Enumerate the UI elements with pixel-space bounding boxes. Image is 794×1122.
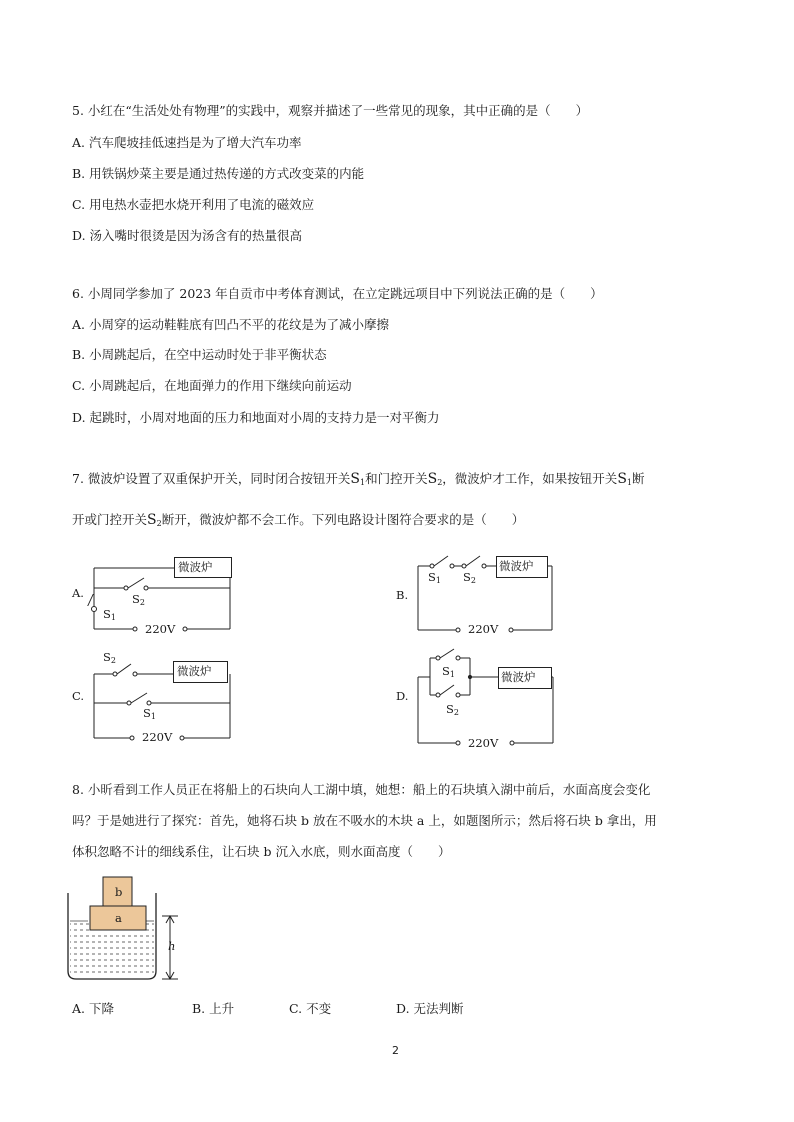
circuit-a-voltage: 220V (145, 622, 176, 636)
circuit-b-voltage: 220V (468, 622, 499, 636)
page-number: 2 (392, 1044, 399, 1057)
circuit-a-s2-label: $S_2$ (132, 592, 145, 607)
q6-option-d: D. 起跳时，小周对地面的压力和地面对小周的支持力是一对平衡力 (72, 410, 440, 425)
circuit-d-oven-label: 微波炉 (501, 670, 536, 684)
circuit-a-s1-dot (91, 606, 97, 612)
circuit-a-oven-label: 微波炉 (178, 560, 213, 574)
q7-text-1b: 和门控开关 (365, 471, 428, 486)
circuit-c-s2-label: $S_2$ (103, 650, 116, 665)
circuit-c-voltage: 220V (142, 730, 173, 744)
q8-height-label: h (168, 939, 176, 953)
q7-stem-line2 (72, 512, 524, 532)
q7-stem-line1 (72, 471, 645, 491)
circuit-d-voltage: 220V (468, 736, 499, 750)
circuit-d-s2-label: $S_2$ (446, 702, 459, 717)
q6-option-c: C. 小周跳起后，在地面弹力的作用下继续向前运动 (72, 378, 352, 393)
circuit-a-letter: A. (72, 586, 84, 600)
q5-option-a: A. 汽车爬坡挂低速挡是为了增大汽车功率 (72, 135, 302, 150)
circuit-d-letter: D. (396, 689, 409, 703)
q7-text-2a: 开或门控开关 (72, 512, 148, 527)
q6-option-a: A. 小周穿的运动鞋鞋底有凹凸不平的花纹是为了减小摩擦 (72, 317, 389, 332)
q6-option-b: B. 小周跳起后，在空中运动时处于非平衡状态 (72, 347, 327, 362)
q8-stem-line2: 吗？于是她进行了探究：首先，她将石块 b 放在不吸水的木块 a 上，如题图所示；然后将石块 b 拿出，用 (72, 813, 657, 828)
circuit-d-diagram (410, 645, 555, 749)
q8-beaker-figure (62, 873, 187, 988)
q8-stem-line1: 8. 小昕看到工作人员正在将船上的石块向人工湖中填，她想：船上的石块填入湖中前后，水面高度会变化 (72, 782, 651, 797)
q7-text-1c: ，微波炉才工作，如果按钮开关 (442, 471, 618, 486)
circuit-a-s1-label: $S_1$ (103, 607, 116, 622)
q7-text-1a: 7. 微波炉设置了双重保护开关，同时闭合按钮开关 (72, 471, 351, 486)
circuit-b-oven-label: 微波炉 (499, 559, 534, 573)
q8-option-c: C. 不变 (289, 1001, 332, 1016)
q8-block-a-label: a (115, 911, 122, 925)
s2-symbol: $S_2$ (427, 471, 443, 487)
q7-text-2b: 断开，微波炉都不会工作。下列电路设计图符合要求的是（ ） (161, 512, 525, 527)
q5-option-c: C. 用电热水壶把水烧开利用了电流的磁效应 (72, 197, 315, 212)
s1-symbol: $S_1$ (350, 471, 366, 487)
s2-symbol: $S_2$ (147, 512, 162, 528)
s1-symbol: $S_1$ (617, 471, 632, 487)
q5-option-b: B. 用铁锅炒菜主要是通过热传递的方式改变菜的内能 (72, 166, 365, 181)
circuit-b-letter: B. (396, 588, 409, 602)
circuit-c-oven-label: 微波炉 (177, 664, 212, 678)
q5-stem: 5. 小红在“生活处处有物理”的实践中，观察并描述了一些常见的现象，其中正确的是（ ） (72, 103, 589, 118)
q8-option-b: B. 上升 (192, 1001, 235, 1016)
q8-block-b-label: b (115, 885, 123, 899)
circuit-c-letter: C. (72, 689, 85, 703)
q6-stem: 6. 小周同学参加了 2023 年自贡市中考体育测试，在立定跳远项目中下列说法正确的是（ ） (72, 286, 603, 301)
q5-option-d: D. 汤入嘴时很烫是因为汤含有的热量很高 (72, 228, 303, 243)
q8-option-d: D. 无法判断 (396, 1001, 464, 1016)
circuit-c-s1-label: $S_1$ (143, 706, 156, 721)
q7-text-1d: 断 (632, 471, 645, 486)
circuit-d-s1-label: $S_1$ (442, 664, 455, 679)
circuit-b-s2-label: $S_2$ (463, 570, 476, 585)
q8-stem-line3: 体积忽略不计的细线系住，让石块 b 沉入水底，则水面高度（ ） (72, 844, 451, 859)
circuit-b-s1-label: $S_1$ (428, 570, 441, 585)
q8-option-a: A. 下降 (72, 1001, 114, 1016)
